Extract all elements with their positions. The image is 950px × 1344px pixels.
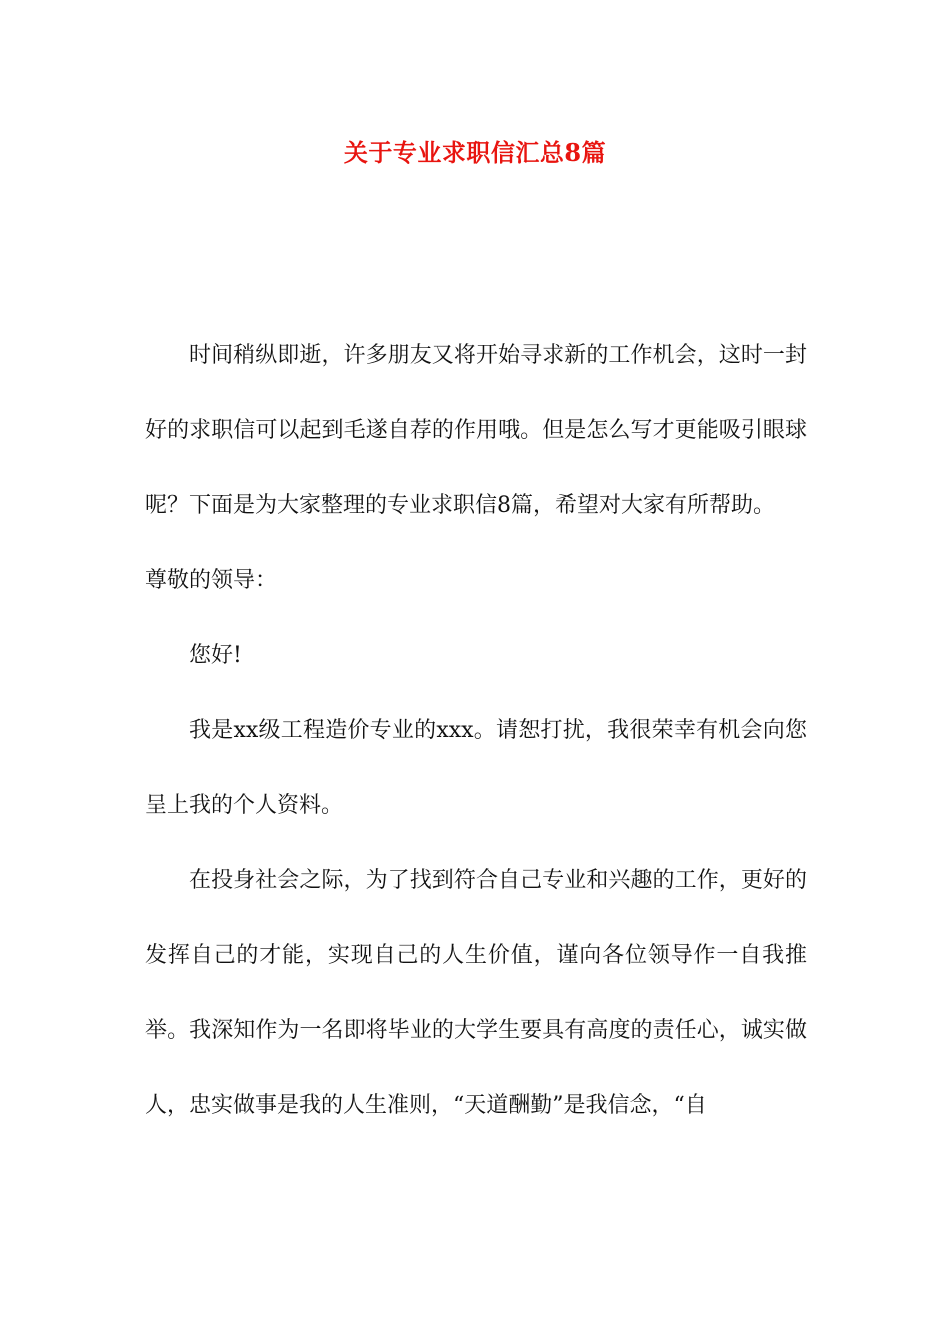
document-body [145, 318, 807, 1143]
intro-paragraph: 时间稍纵即逝，许多朋友又将开始寻求新的工作机会，这时一封好的求职信可以起到毛遂自荐的作用哦。但是怎么写才更能吸引眼球呢？下面是为大家整理的专业求职信8篇，希望对大家有所帮助。 [145, 343, 807, 518]
greeting: 您好! [189, 643, 242, 668]
salutation: 尊敬的领导： [145, 568, 278, 593]
body-paragraph-1: 我是xx级工程造价专业的xxx。请恕打扰，我很荣幸有机会向您呈上我的个人资料。 [145, 718, 807, 818]
body-paragraph-2: 在投身社会之际，为了找到符合自己专业和兴趣的工作，更好的发挥自己的才能，实现自己的人生价值，谨向各位领导作一自我推举。我深知作为一名即将毕业的大学生要具有高度的责任心，诚实做人，忠实做事是我的人生准则，“天道酬勤”是我信念，“自 [145, 868, 807, 1118]
document-title: 关于专业求职信汇总8篇 [343, 138, 607, 167]
